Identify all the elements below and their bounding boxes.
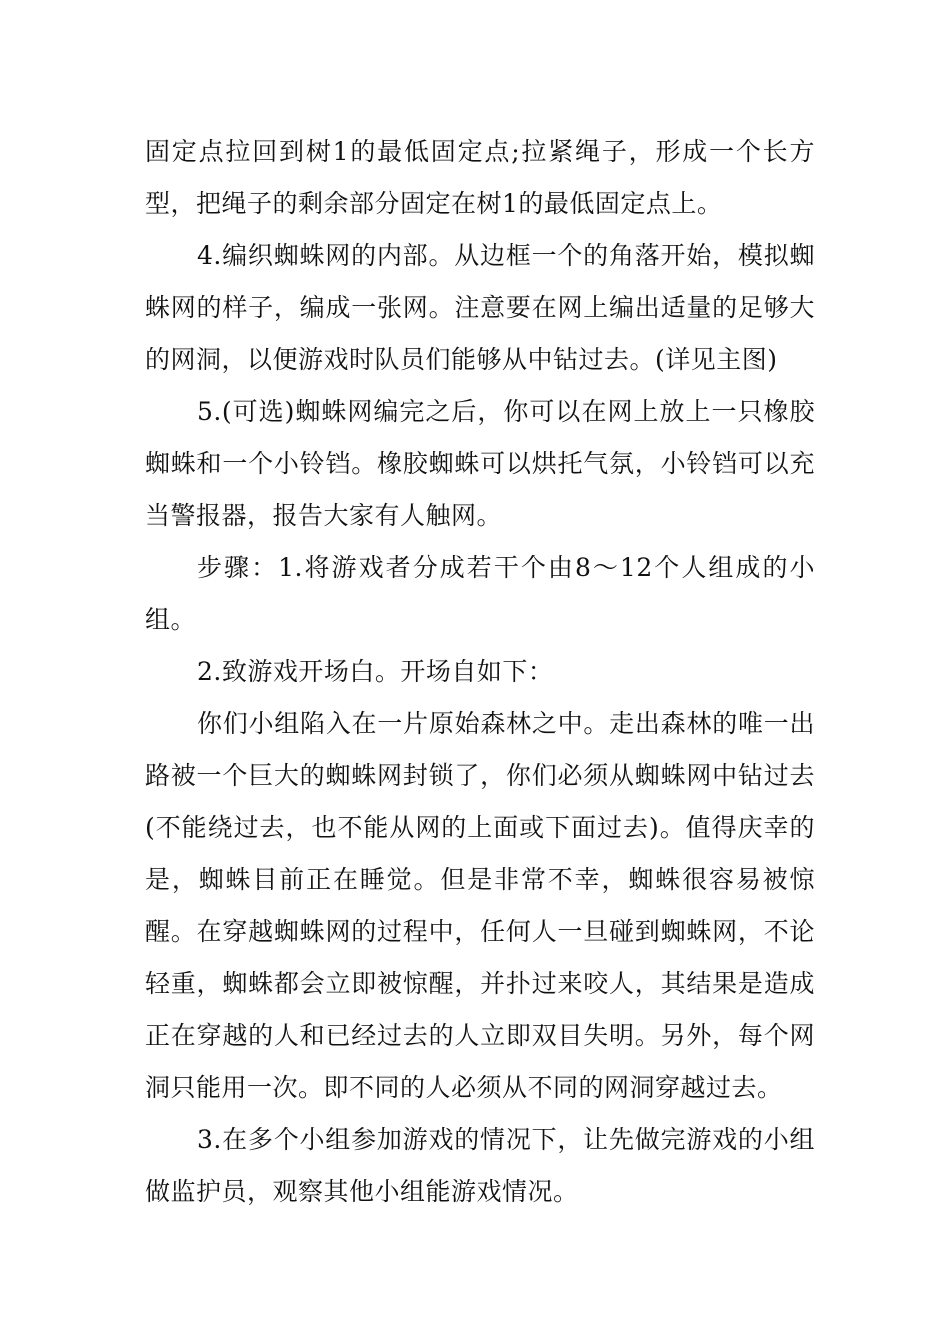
paragraph-2: 4.编织蜘蛛网的内部。从边框一个的角落开始，模拟蜘蛛网的样子，编成一张网。注意要在网上编出适量的足够大的网洞，以便游戏时队员们能够从中钻过去。(详见主图) bbox=[145, 241, 815, 374]
paragraph-3: 5.(可选)蜘蛛网编完之后，你可以在网上放上一只橡胶蜘蛛和一个小铃铛。橡胶蜘蛛可以烘托气氛，小铃铛可以充当警报器，报告大家有人触网。 bbox=[145, 397, 815, 530]
paragraph-1: 固定点拉回到树1的最低固定点;拉紧绳子，形成一个长方型，把绳子的剩余部分固定在树1的最低固定点上。 bbox=[145, 137, 815, 218]
paragraph-4: 步骤：1.将游戏者分成若干个由8～12个人组成的小组。 bbox=[145, 553, 815, 634]
paragraph-6: 你们小组陷入在一片原始森林之中。走出森林的唯一出路被一个巨大的蜘蛛网封锁了，你们必须从蜘蛛网中钻过去(不能绕过去，也不能从网的上面或下面过去)。值得庆幸的是，蜘蛛目前正在睡觉。但是非常不幸，蜘蛛很容易被惊醒。在穿越蜘蛛网的过程中，任何人一旦碰到蜘蛛网，不论轻重，蜘蛛都会立即被惊醒，并扑过来咬人，其结果是造成正在穿越的人和已经过去的人立即双目失明。另外，每个网洞只能用一次。即不同的人必须从不同的网洞穿越过去。 bbox=[145, 709, 815, 1102]
paragraph-5: 2.致游戏开场白。开场自如下： bbox=[197, 657, 554, 686]
document-body bbox=[145, 126, 815, 1218]
paragraph-7: 3.在多个小组参加游戏的情况下，让先做完游戏的小组做监护员，观察其他小组能游戏情况。 bbox=[145, 1125, 815, 1206]
